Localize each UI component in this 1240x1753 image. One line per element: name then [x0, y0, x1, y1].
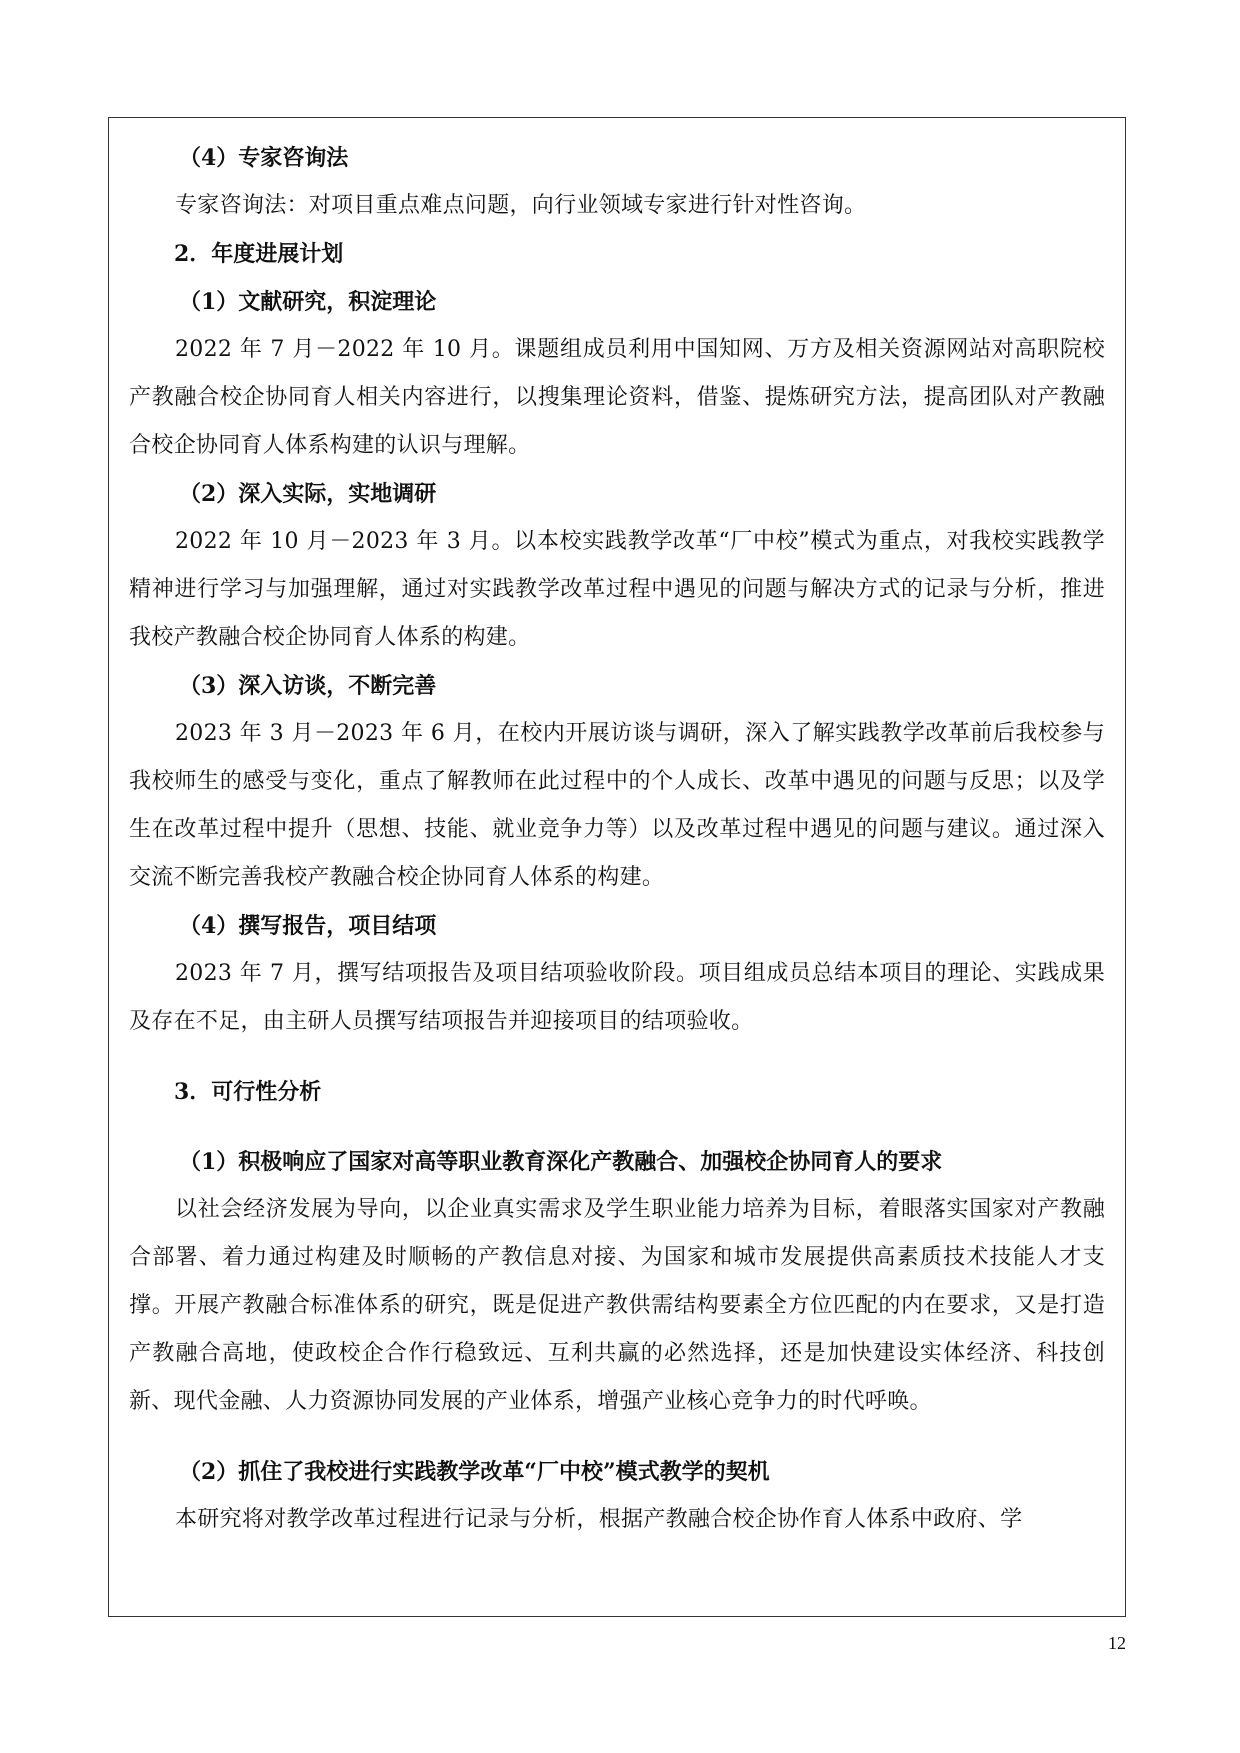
- content-frame: [108, 117, 1126, 1617]
- paragraph-interviews: 2023 年 3 月－2023 年 6 月，在校内开展访谈与调研，深入了解实践教学改革前后我校参与我校师生的感受与变化，重点了解教师在此过程中的个人成长、改革中遇见的问题与反思；以及学生在改革过程中提升（思想、技能、就业竞争力等）以及改革过程中遇见的问题与建议。通过深入交流不断完善我校产教融合校企协同育人体系的构建。: [129, 721, 1105, 890]
- document-body: [109, 118, 1125, 1544]
- subheading-reform-opportunity: （2）抓住了我校进行实践教学改革“厂中校”模式教学的契机: [179, 1459, 770, 1485]
- section-heading-feasibility: 3．可行性分析: [174, 1079, 322, 1105]
- subheading-national-requirements: （1）积极响应了国家对高等职业教育深化产教融合、加强校企协同育人的要求: [179, 1149, 943, 1175]
- subheading-field-research: （2）深入实际，实地调研: [179, 481, 437, 507]
- paragraph-literature-research: 2022 年 7 月－2022 年 10 月。课题组成员利用中国知网、万方及相关资源网站对高职院校产教融合校企协同育人相关内容进行，以搜集理论资料，借鉴、提炼研究方法，提高团队对产教融合校企协同育人体系构建的认识与理解。: [129, 337, 1105, 458]
- subheading-literature-research: （1）文献研究，积淀理论: [179, 289, 437, 315]
- page-number: 12: [1108, 1633, 1126, 1653]
- paragraph-national-requirements: 以社会经济发展为导向，以企业真实需求及学生职业能力培养为目标，着眼落实国家对产教融合部署、着力通过构建及时顺畅的产教信息对接、为国家和城市发展提供高素质技术技能人才支撑。开展产教融合标准体系的研究，既是促进产教供需结构要素全方位匹配的内在要求，又是打造产教融合高地，使政校企合作行稳致远、互利共赢的必然选择，还是加快建设实体经济、科技创新、现代金融、人力资源协同发展的产业体系，增强产业核心竞争力的时代呼唤。: [129, 1197, 1105, 1414]
- paragraph-report-writing: 2023 年 7 月，撰写结项报告及项目结项验收阶段。项目组成员总结本项目的理论、实践成果及存在不足，由主研人员撰写结项报告并迎接项目的结项验收。: [129, 961, 1105, 1034]
- section-heading-annual-plan: 2．年度进展计划: [174, 241, 344, 267]
- subheading-expert-consultation: （4）专家咨询法: [179, 145, 349, 171]
- subheading-report-writing: （4）撰写报告，项目结项: [179, 913, 437, 939]
- subheading-interviews: （3）深入访谈，不断完善: [179, 673, 437, 699]
- paragraph-field-research: 2022 年 10 月－2023 年 3 月。以本校实践教学改革“厂中校”模式为重点，对我校实践教学精神进行学习与加强理解，通过对实践教学改革过程中遇见的问题与解决方式的记录与分析，推进我校产教融合校企协同育人体系的构建。: [129, 529, 1105, 650]
- paragraph-expert-consultation: 专家咨询法：对项目重点难点问题，向行业领域专家进行针对性咨询。: [175, 193, 867, 218]
- paragraph-reform-opportunity: 本研究将对教学改革过程进行记录与分析，根据产教融合校企协作育人体系中政府、学: [175, 1507, 1023, 1532]
